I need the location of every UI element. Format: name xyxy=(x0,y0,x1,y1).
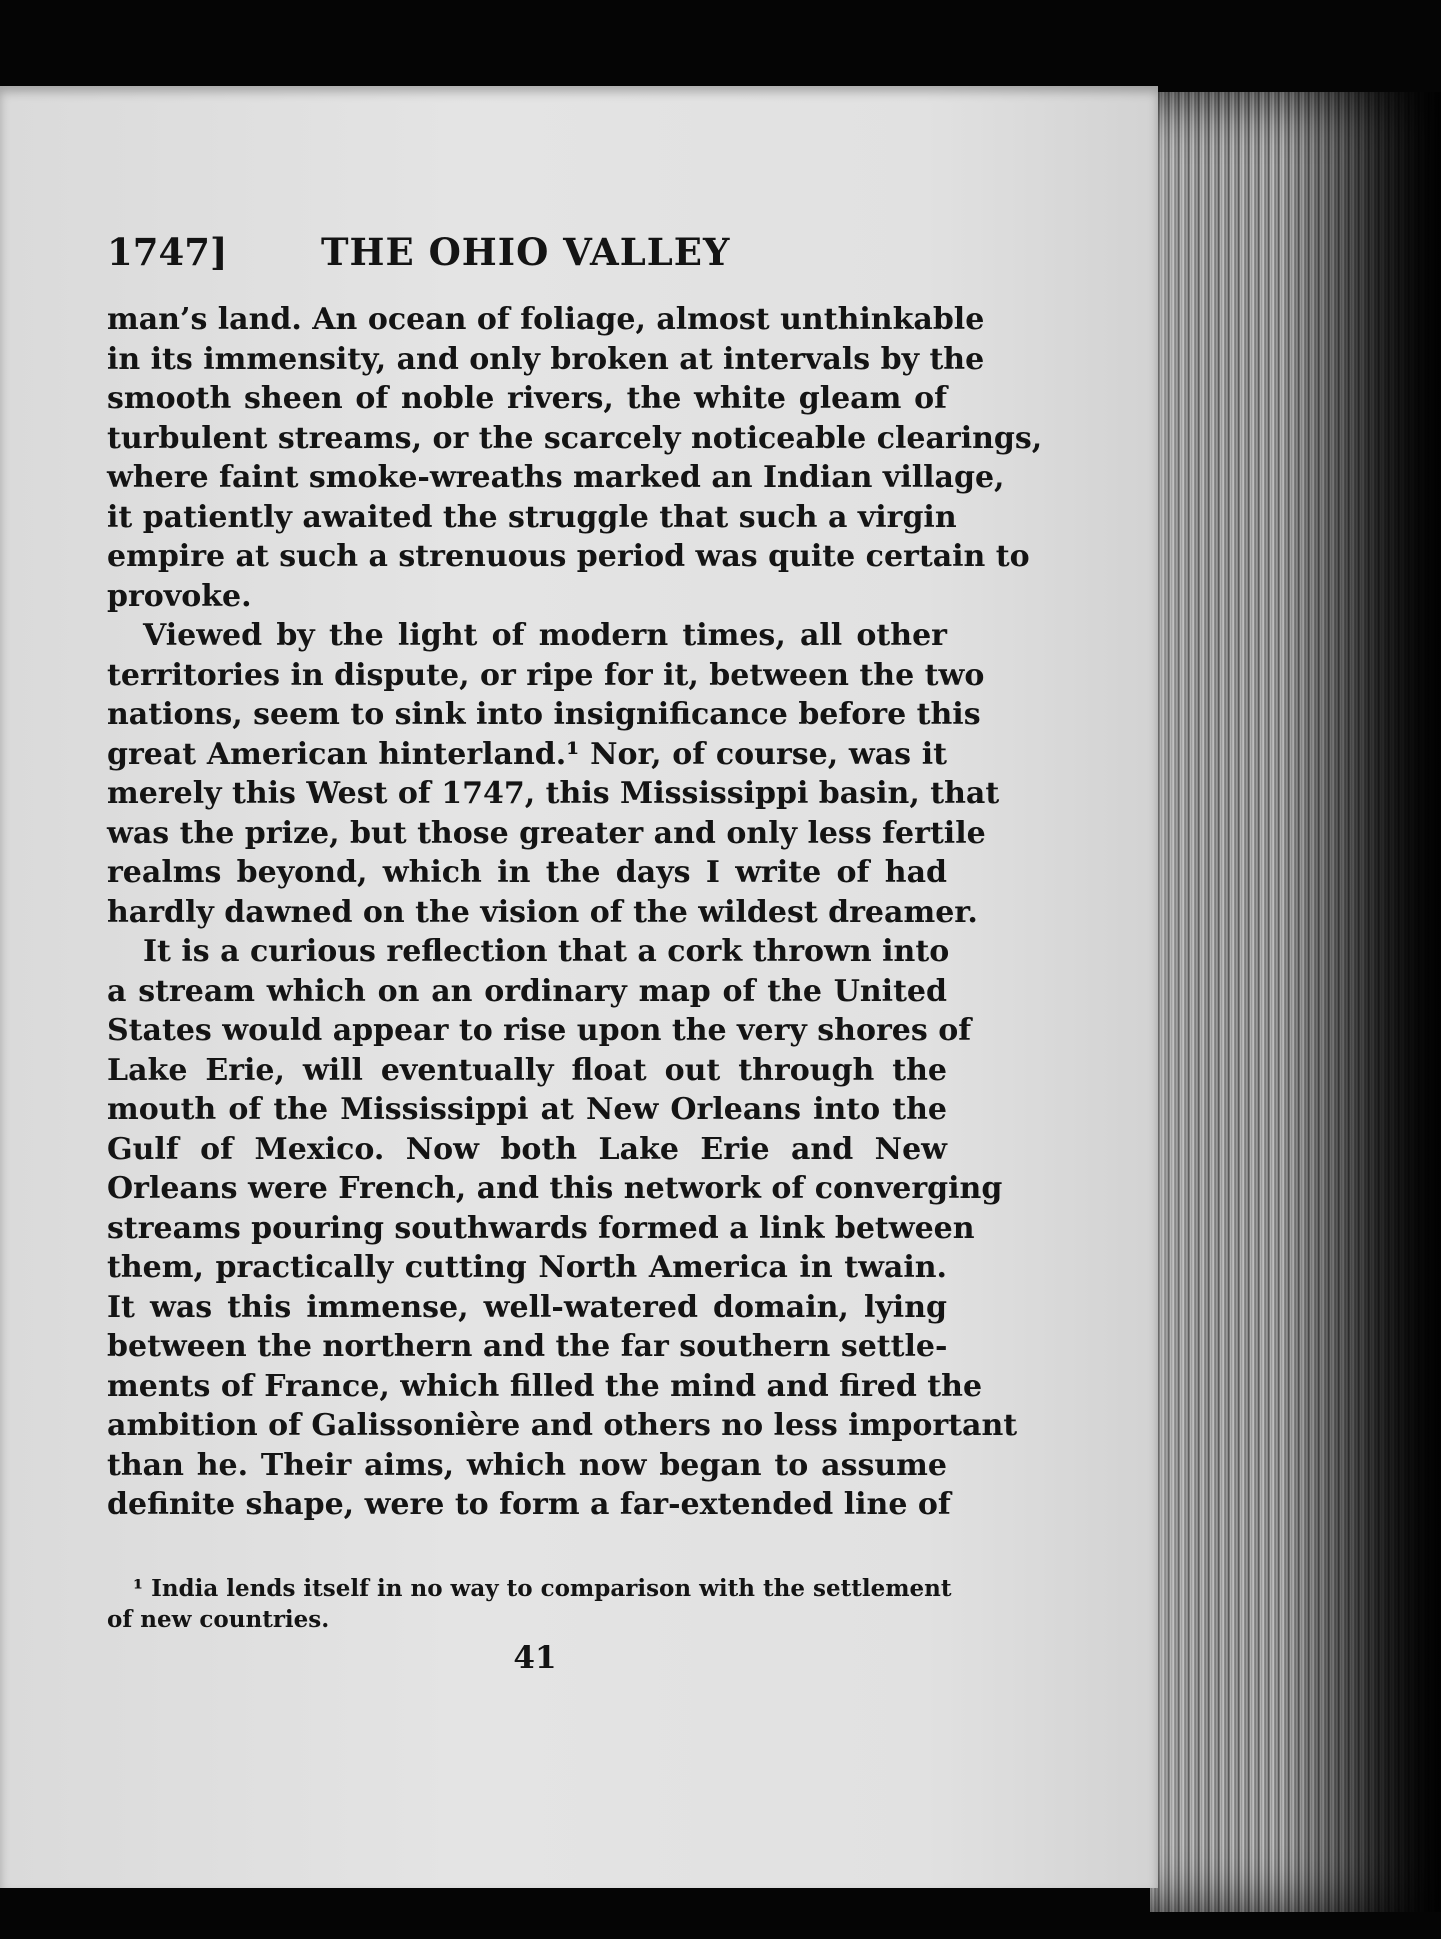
body-line: ambition of Galissonière and others no less important xyxy=(107,1408,1018,1443)
body-line: Lake Erie, will eventually float out through the xyxy=(107,1052,947,1088)
body-line: them, practically cutting North America in twain. xyxy=(107,1250,947,1285)
body-line: Orleans were French, and this network of converging xyxy=(107,1171,1003,1206)
body-line: than he. Their aims, which now began to assume xyxy=(107,1447,947,1483)
body-line: merely this West of 1747, this Mississippi basin, that xyxy=(107,776,1000,811)
footnote-line: ¹ India lends itself in no way to comparison with the settlement xyxy=(133,1575,952,1602)
body-line: provoke. xyxy=(107,578,252,614)
body-line: It is a curious reflection that a cork thrown into xyxy=(143,934,950,969)
footnote xyxy=(107,1573,952,1635)
body-line: nations, seem to sink into insignificance before this xyxy=(107,697,981,732)
body-line: empire at such a strenuous period was quite certain to xyxy=(107,539,1030,574)
page-edges xyxy=(1150,92,1441,1912)
body-line: Viewed by the light of modern times, all other xyxy=(143,618,947,653)
footnote-line: of new countries. xyxy=(107,1606,330,1633)
body-line: great American hinterland.¹ Nor, of course, was it xyxy=(107,736,947,772)
page-number: 41 xyxy=(513,1640,557,1676)
body-line: smooth sheen of noble rivers, the white gleam of xyxy=(107,381,947,416)
body-line: definite shape, were to form a far-extended line of xyxy=(107,1487,951,1522)
body-line: a stream which on an ordinary map of the United xyxy=(107,973,947,1009)
body-line: hardly dawned on the vision of the wildest dreamer. xyxy=(107,894,978,930)
body-text xyxy=(107,300,1043,1525)
header-year: 1747] xyxy=(107,230,228,274)
body-line: States would appear to rise upon the very shores of xyxy=(107,1013,972,1048)
body-line: ments of France, which filled the mind and fired the xyxy=(107,1368,983,1404)
body-line: in its immensity, and only broken at intervals by the xyxy=(107,341,985,377)
body-line: was the prize, but those greater and only less fertile xyxy=(107,815,986,851)
body-line: turbulent streams, or the scarcely noticeable clearings, xyxy=(107,420,1043,456)
body-line: man’s land. An ocean of foliage, almost unthinkable xyxy=(107,302,985,337)
body-line: where faint smoke-wreaths marked an Indian village, xyxy=(107,460,1005,495)
body-line: mouth of the Mississippi at New Orleans into the xyxy=(107,1092,947,1127)
running-head xyxy=(107,230,947,280)
body-line: it patiently awaited the struggle that such a virgin xyxy=(107,499,957,535)
body-line: between the northern and the far southern settle- xyxy=(107,1329,948,1364)
body-line: streams pouring southwards formed a link between xyxy=(107,1210,975,1246)
body-line: territories in dispute, or ripe for it, between the two xyxy=(107,657,985,693)
body-line: realms beyond, which in the days I write of had xyxy=(107,855,947,890)
body-line: Gulf of Mexico. Now both Lake Erie and New xyxy=(107,1131,947,1167)
header-title: THE OHIO VALLEY xyxy=(321,230,731,274)
body-line: It was this immense, well-watered domain, lying xyxy=(107,1289,947,1325)
